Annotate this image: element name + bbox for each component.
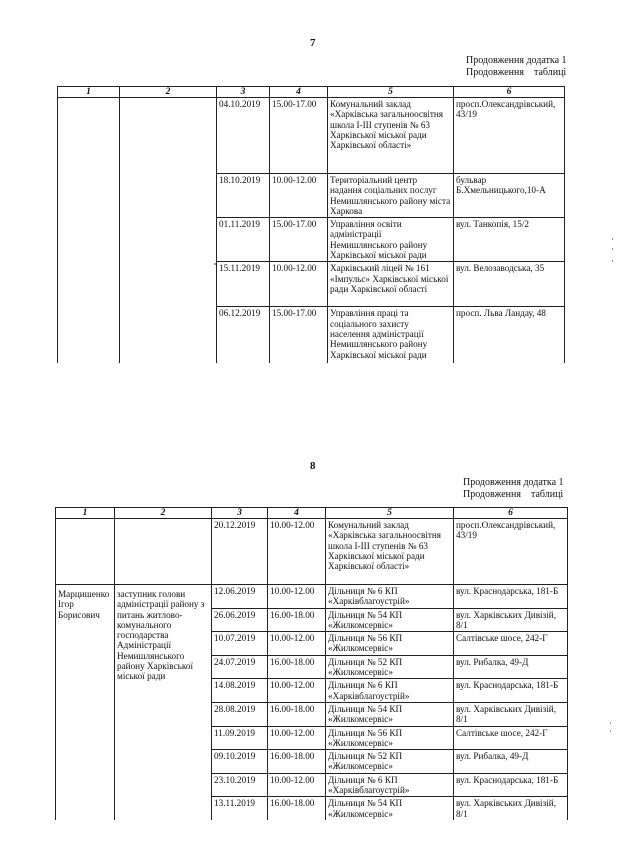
address-cell: вул. Рибалка, 49-Д: [454, 655, 568, 679]
time-cell: 10.00-12.00: [268, 585, 326, 609]
empty-cell: [58, 98, 120, 363]
scan-speck: [612, 248, 613, 250]
address-cell: просп.Олександрівський, 43/19: [454, 98, 565, 174]
date-cell: 06.12.2019: [217, 307, 270, 363]
place-cell: Дільниця № 54 КП «Жилкомсервіс»: [326, 702, 454, 726]
date-cell: 15.11.2019: [217, 262, 270, 307]
time-cell: 15.00-17.00: [270, 98, 328, 174]
address-cell: вул. Краснодарська, 181-Б: [454, 773, 568, 797]
column-header: 4: [268, 508, 326, 519]
address-cell: вул. Харківських Дивізій, 8/1: [454, 608, 568, 632]
table-row: [56, 585, 568, 609]
column-header: 5: [326, 508, 454, 519]
date-cell: 18.10.2019: [217, 174, 270, 218]
address-cell: бульвар Б.Хмельницького,10-А: [454, 174, 565, 218]
date-cell: 24.07.2019: [212, 655, 268, 679]
address-cell: вул. Краснодарська, 181-Б: [454, 679, 568, 703]
time-cell: 16.00-18.00: [268, 750, 326, 774]
scan-speck: [610, 730, 611, 732]
place-cell: Територіальний центр надання соціальних послуг Немишлянського району міста Харкова: [328, 174, 454, 218]
table-header-row: [58, 87, 565, 98]
person-position-cell: заступник голови адміністрації району з питань житлово-комунального господарства Адміністрації Немишлянського району Харківської міської ради: [115, 585, 212, 820]
time-cell: 15.00-17.00: [270, 307, 328, 363]
column-header: 1: [58, 87, 120, 98]
time-cell: 10.00-12.00: [270, 174, 328, 218]
place-cell: Дільниця № 52 КП «Жилкомсервіс»: [326, 655, 454, 679]
address-cell: вул. Рибалка, 49-Д: [454, 750, 568, 774]
time-cell: 10.00-12.00: [270, 262, 328, 307]
column-header: 6: [454, 508, 568, 519]
continuation-note: [466, 55, 567, 79]
date-cell: 01.11.2019: [217, 218, 270, 262]
continuation-line-table: Продовження таблиці: [463, 489, 564, 500]
column-header: 2: [120, 87, 217, 98]
place-cell: Управління освіти адміністрації Немишлянського району Харківської міської ради: [328, 218, 454, 262]
place-cell: Дільниця № 52 КП «Жилкомсервіс»: [326, 750, 454, 774]
time-cell: 10.00-12.00: [268, 773, 326, 797]
column-header: 4: [270, 87, 328, 98]
address-cell: Салтівське шосе, 242-Г: [454, 726, 568, 750]
time-cell: 16.00-18.00: [268, 608, 326, 632]
date-cell: 09.10.2019: [212, 750, 268, 774]
table-row: [58, 98, 565, 174]
address-cell: Салтівське шосе, 242-Г: [454, 632, 568, 656]
place-cell: Дільниця № 56 КП «Жилкомсервіс»: [326, 632, 454, 656]
address-cell: вул. Харківських Дивізій, 8/1: [454, 797, 568, 820]
table-row: [56, 519, 568, 585]
place-cell: Комунальний заклад «Харківська загальноосвітня школа І-ІІІ ступенів № 63 Харківської міської ради Харківської області»: [326, 519, 454, 585]
place-cell: Дільниця № 56 КП «Жилкомсервіс»: [326, 726, 454, 750]
date-cell: 14.08.2019: [212, 679, 268, 703]
address-cell: просп. Льва Ландау, 48: [454, 307, 565, 363]
date-cell: 12.06.2019: [212, 585, 268, 609]
date-cell: 13.11.2019: [212, 797, 268, 820]
place-cell: Харківський ліцей № 161 «Імпульс» Харківської міської ради Харківської області: [328, 262, 454, 307]
person-name-cell: Марцишенко Ігор Борисович: [56, 585, 115, 820]
empty-cell: [56, 519, 115, 585]
continuation-line-appendix: Продовження додатка 1: [466, 55, 567, 66]
address-cell: просп.Олександрівський, 43/19: [454, 519, 568, 585]
column-header: 6: [454, 87, 565, 98]
time-cell: 10.00-12.00: [268, 679, 326, 703]
time-cell: 10.00-12.00: [268, 726, 326, 750]
scan-speck: [612, 238, 613, 240]
address-cell: вул. Велозаводська, 35: [454, 262, 565, 307]
place-cell: Дільниця № 6 КП «Харківблагоустрій»: [326, 773, 454, 797]
column-header: 2: [115, 508, 212, 519]
continuation-line-appendix: Продовження додатка 1: [463, 477, 564, 488]
date-cell: 10.07.2019: [212, 632, 268, 656]
schedule-table-page7: [57, 86, 565, 363]
date-cell: 26.06.2019: [212, 608, 268, 632]
table-header-row: [56, 508, 568, 519]
schedule-table-page8: [55, 507, 568, 820]
time-cell: 15.00-17.00: [270, 218, 328, 262]
place-cell: Управління праці та соціального захисту населення адміністрації Немишлянського району Харківської міської ради: [328, 307, 454, 363]
page-number: 8: [310, 460, 316, 472]
scan-speck: [610, 722, 611, 724]
column-header: 3: [217, 87, 270, 98]
time-cell: 16.00-18.00: [268, 797, 326, 820]
date-cell: 11.09.2019: [212, 726, 268, 750]
continuation-note: [463, 477, 564, 501]
address-cell: вул. Краснодарська, 181-Б: [454, 585, 568, 609]
place-cell: Дільниця № 6 КП «Харківблагоустрій»: [326, 585, 454, 609]
date-cell: 23.10.2019: [212, 773, 268, 797]
place-cell: Дільниця № 6 КП «Харківблагоустрій»: [326, 679, 454, 703]
column-header: 1: [56, 508, 115, 519]
address-cell: вул. Харківських Дивізій, 8/1: [454, 702, 568, 726]
empty-cell: [120, 98, 217, 363]
time-cell: 16.00-18.00: [268, 655, 326, 679]
address-cell: вул. Танкопія, 15/2: [454, 218, 565, 262]
date-cell: 28.08.2019: [212, 702, 268, 726]
scan-speck: [612, 260, 613, 262]
place-cell: Комунальний заклад «Харківська загальноосвітня школа І-ІІІ ступенів № 63 Харківської міської ради Харківської області»: [328, 98, 454, 174]
column-header: 5: [328, 87, 454, 98]
time-cell: 10.00-12.00: [268, 632, 326, 656]
column-header: 3: [212, 508, 268, 519]
date-cell: 04.10.2019: [217, 98, 270, 174]
date-cell: 20.12.2019: [212, 519, 268, 585]
time-cell: 16.00-18.00: [268, 702, 326, 726]
time-cell: 10.00-12.00: [268, 519, 326, 585]
empty-cell: [115, 519, 212, 585]
place-cell: Дільниця № 54 КП «Жилкомсервіс»: [326, 608, 454, 632]
page-number: 7: [310, 37, 316, 49]
place-cell: Дільниця № 54 КП «Жилкомсервіс»: [326, 797, 454, 820]
continuation-line-table: Продовження таблиці: [466, 67, 567, 78]
scan-speck: [214, 263, 216, 265]
